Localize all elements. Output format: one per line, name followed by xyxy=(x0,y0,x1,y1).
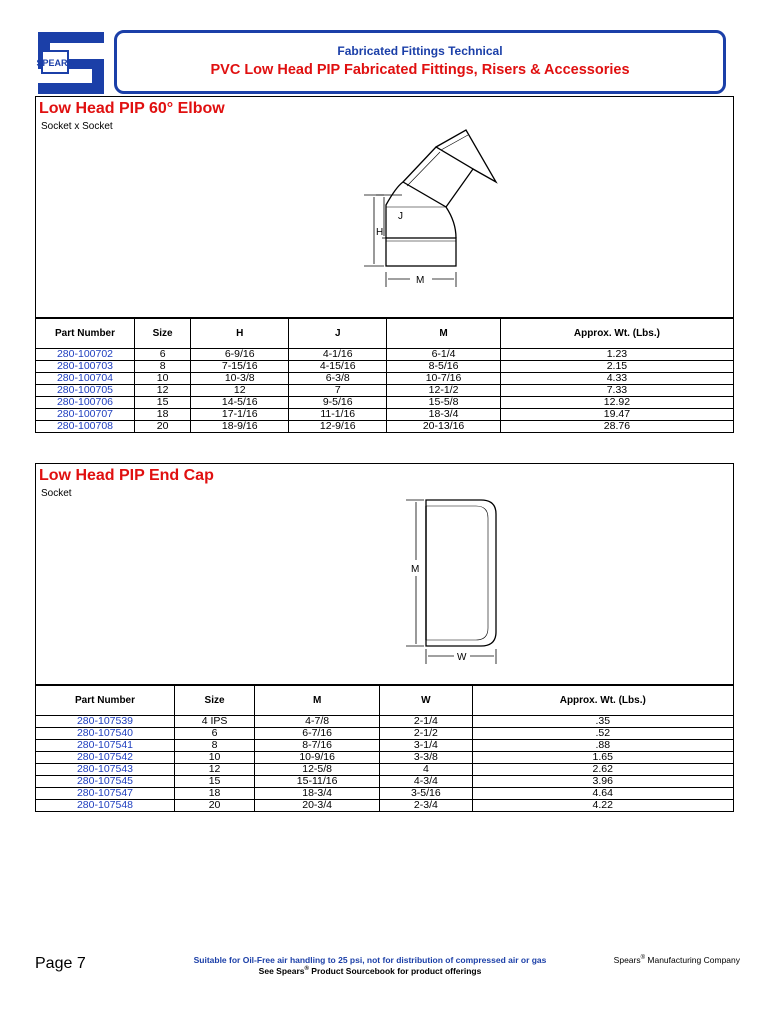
table-cell: 14-5/16 xyxy=(191,397,289,409)
part-number-link[interactable]: 280-107540 xyxy=(36,728,175,740)
header-subtitle: Fabricated Fittings Technical xyxy=(337,44,503,58)
table-cell: 10 xyxy=(175,752,255,764)
endcap-title: Low Head PIP End Cap xyxy=(39,467,214,484)
table-cell: 12-9/16 xyxy=(289,421,387,433)
table-cell: 3-3/8 xyxy=(380,752,472,764)
footer-sourcebook xyxy=(160,966,580,976)
table-cell: 17-1/16 xyxy=(191,409,289,421)
dim-m-label: M xyxy=(411,564,420,575)
table-cell: 2-3/4 xyxy=(380,800,472,812)
endcap-section xyxy=(35,463,734,685)
table-cell: .88 xyxy=(472,740,733,752)
footer-company-reg: ® xyxy=(640,955,646,962)
table-cell: 15-5/8 xyxy=(387,397,501,409)
table-cell: 7.33 xyxy=(500,385,733,397)
table-cell: 28.76 xyxy=(500,421,733,433)
table-row xyxy=(36,373,734,385)
table-cell: 12-1/2 xyxy=(387,385,501,397)
table-cell: 8 xyxy=(175,740,255,752)
endcap-col-size: Size xyxy=(175,686,255,716)
table-cell: 2.15 xyxy=(500,361,733,373)
footer-company-b: Manufacturing Company xyxy=(645,955,740,965)
table-cell: 3.96 xyxy=(472,776,733,788)
table-cell: 2-1/2 xyxy=(380,728,472,740)
table-cell: .35 xyxy=(472,716,733,728)
table-row xyxy=(36,776,734,788)
part-number-link[interactable]: 280-107543 xyxy=(36,764,175,776)
header-title: PVC Low Head PIP Fabricated Fittings, Risers & Accessories xyxy=(210,62,630,78)
table-cell: 15-11/16 xyxy=(255,776,380,788)
table-cell: 4-7/8 xyxy=(255,716,380,728)
elbow-table xyxy=(35,318,734,433)
elbow-col-part: Part Number xyxy=(36,319,135,349)
dim-h-label: H xyxy=(376,227,384,238)
logo-text: SPEARS xyxy=(36,58,74,68)
part-number-link[interactable]: 280-107541 xyxy=(36,740,175,752)
table-cell: 3-1/4 xyxy=(380,740,472,752)
part-number-link[interactable]: 280-107542 xyxy=(36,752,175,764)
table-cell: 6 xyxy=(135,349,191,361)
table-cell: 7 xyxy=(289,385,387,397)
table-cell: 18 xyxy=(135,409,191,421)
table-cell: 8-7/16 xyxy=(255,740,380,752)
part-number-link[interactable]: 280-100708 xyxy=(36,421,135,433)
table-cell: 2-1/4 xyxy=(380,716,472,728)
table-cell: 4 xyxy=(380,764,472,776)
table-cell: 9-5/16 xyxy=(289,397,387,409)
footer-note: Suitable for Oil-Free air handling to 25 psi, not for distribution of compressed air or gas xyxy=(193,955,547,965)
part-number-link[interactable]: 280-100702 xyxy=(36,349,135,361)
table-cell: 1.23 xyxy=(500,349,733,361)
table-cell: 11-1/16 xyxy=(289,409,387,421)
table-cell: 6 xyxy=(175,728,255,740)
dim-m-label: M xyxy=(416,275,425,286)
table-cell: 12.92 xyxy=(500,397,733,409)
dim-j-label: J xyxy=(398,211,403,222)
table-cell: 4.64 xyxy=(472,788,733,800)
table-cell: 15 xyxy=(135,397,191,409)
table-cell: 10 xyxy=(135,373,191,385)
dim-w-label: W xyxy=(457,652,467,663)
table-cell: 10-7/16 xyxy=(387,373,501,385)
table-cell: 6-1/4 xyxy=(387,349,501,361)
part-number-link[interactable]: 280-107548 xyxy=(36,800,175,812)
endcap-drawing xyxy=(366,484,506,669)
elbow-col-h: H xyxy=(191,319,289,349)
endcap-col-weight: Approx. Wt. (Lbs.) xyxy=(472,686,733,716)
elbow-table-body xyxy=(36,349,734,433)
table-cell: 4-3/4 xyxy=(380,776,472,788)
table-cell: .52 xyxy=(472,728,733,740)
table-cell: 12-5/8 xyxy=(255,764,380,776)
table-cell: 2.62 xyxy=(472,764,733,776)
table-cell: 18-3/4 xyxy=(387,409,501,421)
elbow-title: Low Head PIP 60° Elbow xyxy=(39,100,225,117)
table-row xyxy=(36,764,734,776)
table-row xyxy=(36,361,734,373)
table-cell: 20-13/16 xyxy=(387,421,501,433)
elbow-col-weight: Approx. Wt. (Lbs.) xyxy=(500,319,733,349)
table-row xyxy=(36,385,734,397)
table-row xyxy=(36,421,734,433)
elbow-subtitle: Socket x Socket xyxy=(41,121,113,132)
table-row xyxy=(36,728,734,740)
table-row xyxy=(36,349,734,361)
table-cell: 18-9/16 xyxy=(191,421,289,433)
elbow-col-m: M xyxy=(387,319,501,349)
table-cell: 4 IPS xyxy=(175,716,255,728)
table-row xyxy=(36,788,734,800)
table-cell: 7-15/16 xyxy=(191,361,289,373)
table-cell: 4-1/16 xyxy=(289,349,387,361)
part-number-link[interactable]: 280-107545 xyxy=(36,776,175,788)
elbow-col-size: Size xyxy=(135,319,191,349)
table-cell: 20 xyxy=(175,800,255,812)
part-number-link[interactable]: 280-100704 xyxy=(36,373,135,385)
endcap-col-part: Part Number xyxy=(36,686,175,716)
endcap-table xyxy=(35,685,734,812)
endcap-col-m: M xyxy=(255,686,380,716)
table-cell: 19.47 xyxy=(500,409,733,421)
elbow-drawing xyxy=(336,127,536,292)
table-cell: 4-15/16 xyxy=(289,361,387,373)
table-cell: 10-3/8 xyxy=(191,373,289,385)
footer-reg-mark: ® xyxy=(304,966,309,973)
table-cell: 12 xyxy=(175,764,255,776)
table-cell: 8 xyxy=(135,361,191,373)
table-cell: 20 xyxy=(135,421,191,433)
table-cell: 6-7/16 xyxy=(255,728,380,740)
table-cell: 6-9/16 xyxy=(191,349,289,361)
table-row xyxy=(36,409,734,421)
table-row xyxy=(36,800,734,812)
part-number-link[interactable]: 280-100703 xyxy=(36,361,135,373)
endcap-subtitle: Socket xyxy=(41,488,72,499)
header-banner xyxy=(114,30,726,94)
table-cell: 6-3/8 xyxy=(289,373,387,385)
endcap-table-body xyxy=(36,716,734,812)
footer-sourcebook-a: See Spears xyxy=(258,966,305,976)
part-number-link[interactable]: 280-100706 xyxy=(36,397,135,409)
part-number-link[interactable]: 280-100707 xyxy=(36,409,135,421)
table-cell: 12 xyxy=(135,385,191,397)
part-number-link[interactable]: 280-107539 xyxy=(36,716,175,728)
table-cell: 10-9/16 xyxy=(255,752,380,764)
table-cell: 20-3/4 xyxy=(255,800,380,812)
table-row xyxy=(36,740,734,752)
table-row xyxy=(36,716,734,728)
table-cell: 15 xyxy=(175,776,255,788)
footer-sourcebook-b: Product Sourcebook for product offerings xyxy=(308,966,482,976)
elbow-col-j: J xyxy=(289,319,387,349)
table-cell: 3-5/16 xyxy=(380,788,472,800)
table-cell: 8-5/16 xyxy=(387,361,501,373)
footer-company-a: Spears xyxy=(613,955,641,965)
part-number-link[interactable]: 280-100705 xyxy=(36,385,135,397)
endcap-col-w: W xyxy=(380,686,472,716)
table-cell: 4.22 xyxy=(472,800,733,812)
table-cell: 18-3/4 xyxy=(255,788,380,800)
footer-company xyxy=(600,955,740,965)
table-row xyxy=(36,752,734,764)
table-cell: 1.65 xyxy=(472,752,733,764)
table-cell: 18 xyxy=(175,788,255,800)
table-cell: 12 xyxy=(191,385,289,397)
page-number: Page 7 xyxy=(35,955,86,972)
elbow-section xyxy=(35,96,734,318)
table-cell: 4.33 xyxy=(500,373,733,385)
table-row xyxy=(36,397,734,409)
part-number-link[interactable]: 280-107547 xyxy=(36,788,175,800)
spears-logo xyxy=(34,29,112,97)
